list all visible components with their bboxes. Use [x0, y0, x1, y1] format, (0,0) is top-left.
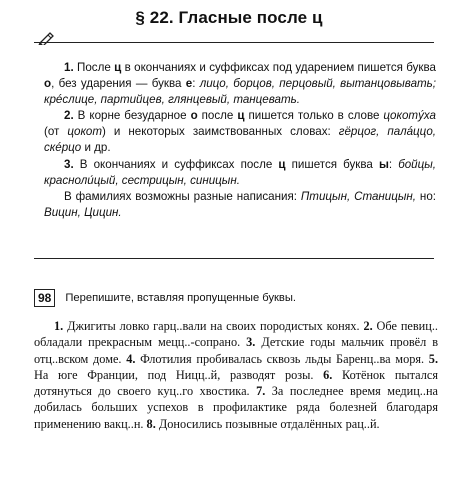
rule-examples: бойцы, красноли́цый, сестрицын, синицын. — [44, 157, 436, 187]
exercise-number: 98 — [34, 289, 55, 307]
sentence: Детские годы мальчик провёл в отц..вском доме. — [34, 335, 438, 366]
rule-letter: ы — [378, 157, 389, 171]
rule-text: : — [192, 77, 200, 91]
rule-example: Птицын, Станицын, — [300, 189, 417, 203]
rules-box — [44, 60, 436, 221]
section-heading: § 22. Гласные после ц — [135, 8, 323, 27]
rule-example: цокотýха — [383, 109, 436, 123]
rule-text: После — [73, 61, 115, 74]
exercise-98 — [34, 288, 438, 432]
rule-box-top-line — [34, 42, 434, 43]
rule-2 — [44, 108, 436, 156]
sentence-number: 4. — [121, 351, 136, 366]
rule-text: пишется буква — [285, 157, 379, 171]
rule-text: и др. — [81, 141, 111, 155]
rule-text: в окончаниях и суффиксах под ударением пишется буква — [121, 61, 436, 74]
rule-box-bottom-line — [34, 258, 434, 259]
rule-examples: гёрцог, палáццо, скéрцо — [44, 125, 436, 155]
sentence: Обе певиц.. обладали прекрасным мецц..-сопрано. — [34, 319, 438, 350]
rule-text: (от — [44, 125, 68, 139]
sentence: Доносились позывные отдалённых рац..й. — [155, 416, 380, 431]
rule-2-number: 2. — [64, 109, 74, 123]
rule-text: пишется только в слове — [244, 109, 384, 123]
rule-letter: о — [190, 109, 198, 123]
sentence-number: 3. — [240, 335, 256, 350]
rule-letter: о — [44, 77, 52, 91]
sentence-number: 6. — [313, 367, 333, 382]
rule-text: но: — [416, 189, 436, 203]
rule-example: цокот — [67, 125, 103, 139]
sentence-number: 1. — [54, 319, 64, 333]
rule-letter: ц — [278, 157, 286, 171]
sentence-number: 8. — [143, 416, 156, 431]
rule-letter: е — [185, 77, 193, 91]
rule-letter: ц — [114, 61, 122, 74]
rule-text: после — [197, 109, 238, 123]
rule-text: В фамилиях возможны разные написания: — [64, 189, 301, 203]
sentence-number: 7. — [249, 384, 266, 399]
sentence: За последнее время медиц..на добилась больших успехов в профилактике ряда болезней благодаря применению вакц..н. — [34, 384, 438, 431]
rule-example: Вицин, Цицин. — [44, 205, 122, 219]
exercise-header — [34, 288, 438, 308]
rule-text: В окончаниях и суффиксах после — [73, 157, 279, 171]
rule-text: В корне безударное — [73, 109, 191, 123]
rule-3-number: 3. — [64, 157, 74, 171]
rule-text: , без ударения — буква — [51, 77, 186, 91]
sentence: Котёнок пытался дотянуться до своего куц..го хвостика. — [34, 367, 439, 399]
sentence: Флотилия пробивалась сквозь льды Баренц..ва моря. — [135, 351, 425, 366]
rule-1-number: 1. — [64, 61, 74, 74]
rule-text: : — [388, 157, 399, 171]
sentence-number: 5. — [424, 351, 439, 366]
rule-text: ) и некоторых заимствованных словах: — [102, 125, 339, 139]
sentence: На юге Франции, под Ницц..й, разводят розы. — [34, 367, 314, 382]
exercise-instruction: Перепишите, вставляя пропущенные буквы. — [65, 292, 297, 304]
sentence: Джигиты ловко гарц..вали на своих породистых конях. — [63, 319, 360, 333]
rule-3 — [44, 157, 436, 189]
rule-4 — [44, 189, 436, 221]
rule-examples: лицо, борцов, перцовый, вытанцовывать; крéслице, партийцев, глянцевый, танцевать. — [44, 77, 436, 107]
rule-letter: ц — [237, 109, 245, 123]
sentence-number: 2. — [359, 319, 373, 333]
exercise-text — [34, 318, 438, 432]
rule-1 — [44, 60, 436, 108]
